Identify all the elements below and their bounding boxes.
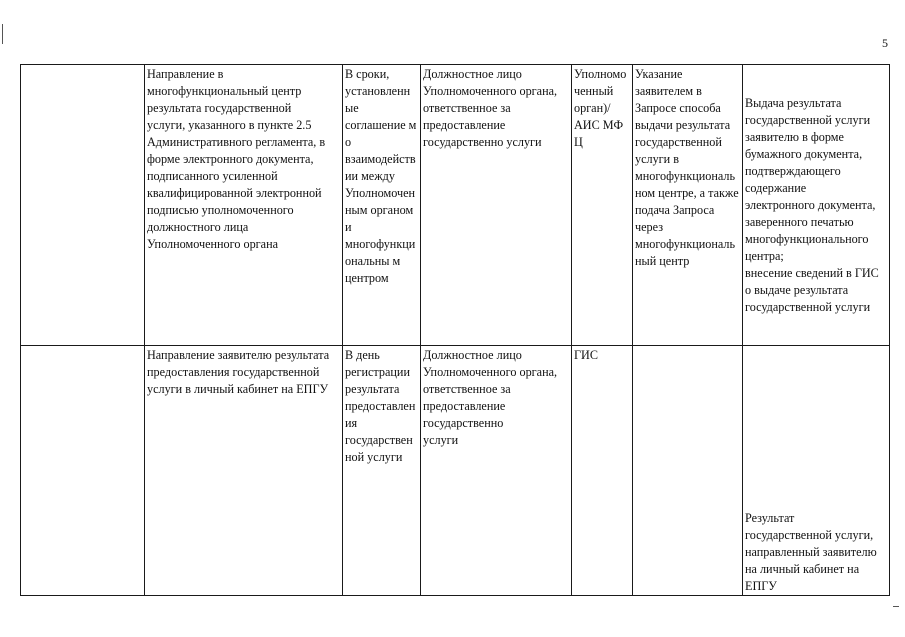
table-cell-system: Уполномо ченный орган)/ АИС МФЦ [572, 65, 633, 346]
table-cell-term: В сроки, установленн ые соглашение м о взаимодейств ии между Уполномочен ным органом и многофункци ональны м центром [343, 65, 421, 346]
table-cell-basis [21, 65, 145, 346]
table-cell-system: ГИС [572, 346, 633, 596]
table-cell-result: Выдача результата государственной услуги заявителю в форме бумажного документа, подтверждающего содержание электронного документа, заверенного печатью многофункционального центра; внесение сведений в ГИС о выдаче результата государственной услуги [743, 65, 890, 346]
table-cell-responsible: Должностное лицо Уполномоченного органа, ответственное за предоставление государственно услуги [421, 346, 572, 596]
table-row [21, 346, 890, 596]
table-cell-responsible: Должностное лицо Уполномоченного органа, ответственное за предоставление государственно услуги [421, 65, 572, 346]
table-cell-result: Результат государственной услуги, направленный заявителю на личный кабинет на ЕПГУ [743, 346, 890, 596]
procedure-table-container [20, 64, 890, 596]
table-cell-term: В день регистрации результата предоставлен ия государствен ной услуги [343, 346, 421, 596]
left-margin-mark [2, 24, 3, 44]
page-number: 5 [882, 36, 888, 50]
table-cell-criteria: Указание заявителем в Запросе способа выдачи результата государственной услуги в многофункциональ ном центре, а также подача Запроса через многофункциональ ный центр [633, 65, 743, 346]
table-cell-basis [21, 346, 145, 596]
table-cell-criteria [633, 346, 743, 596]
right-margin-mark [893, 606, 899, 607]
table-cell-action: Направление заявителю результата предоставления государственной услуги в личный кабинет на ЕПГУ [145, 346, 343, 596]
table-row [21, 65, 890, 346]
table-cell-action: Направление в многофункциональный центр результата государственной услуги, указанного в пункте 2.5 Административного регламента, в форме электронного документа, подписанного усиленной квалифицированной электронной подписью уполномоченного должностного лица Уполномоченного органа [145, 65, 343, 346]
procedure-table [20, 64, 890, 596]
